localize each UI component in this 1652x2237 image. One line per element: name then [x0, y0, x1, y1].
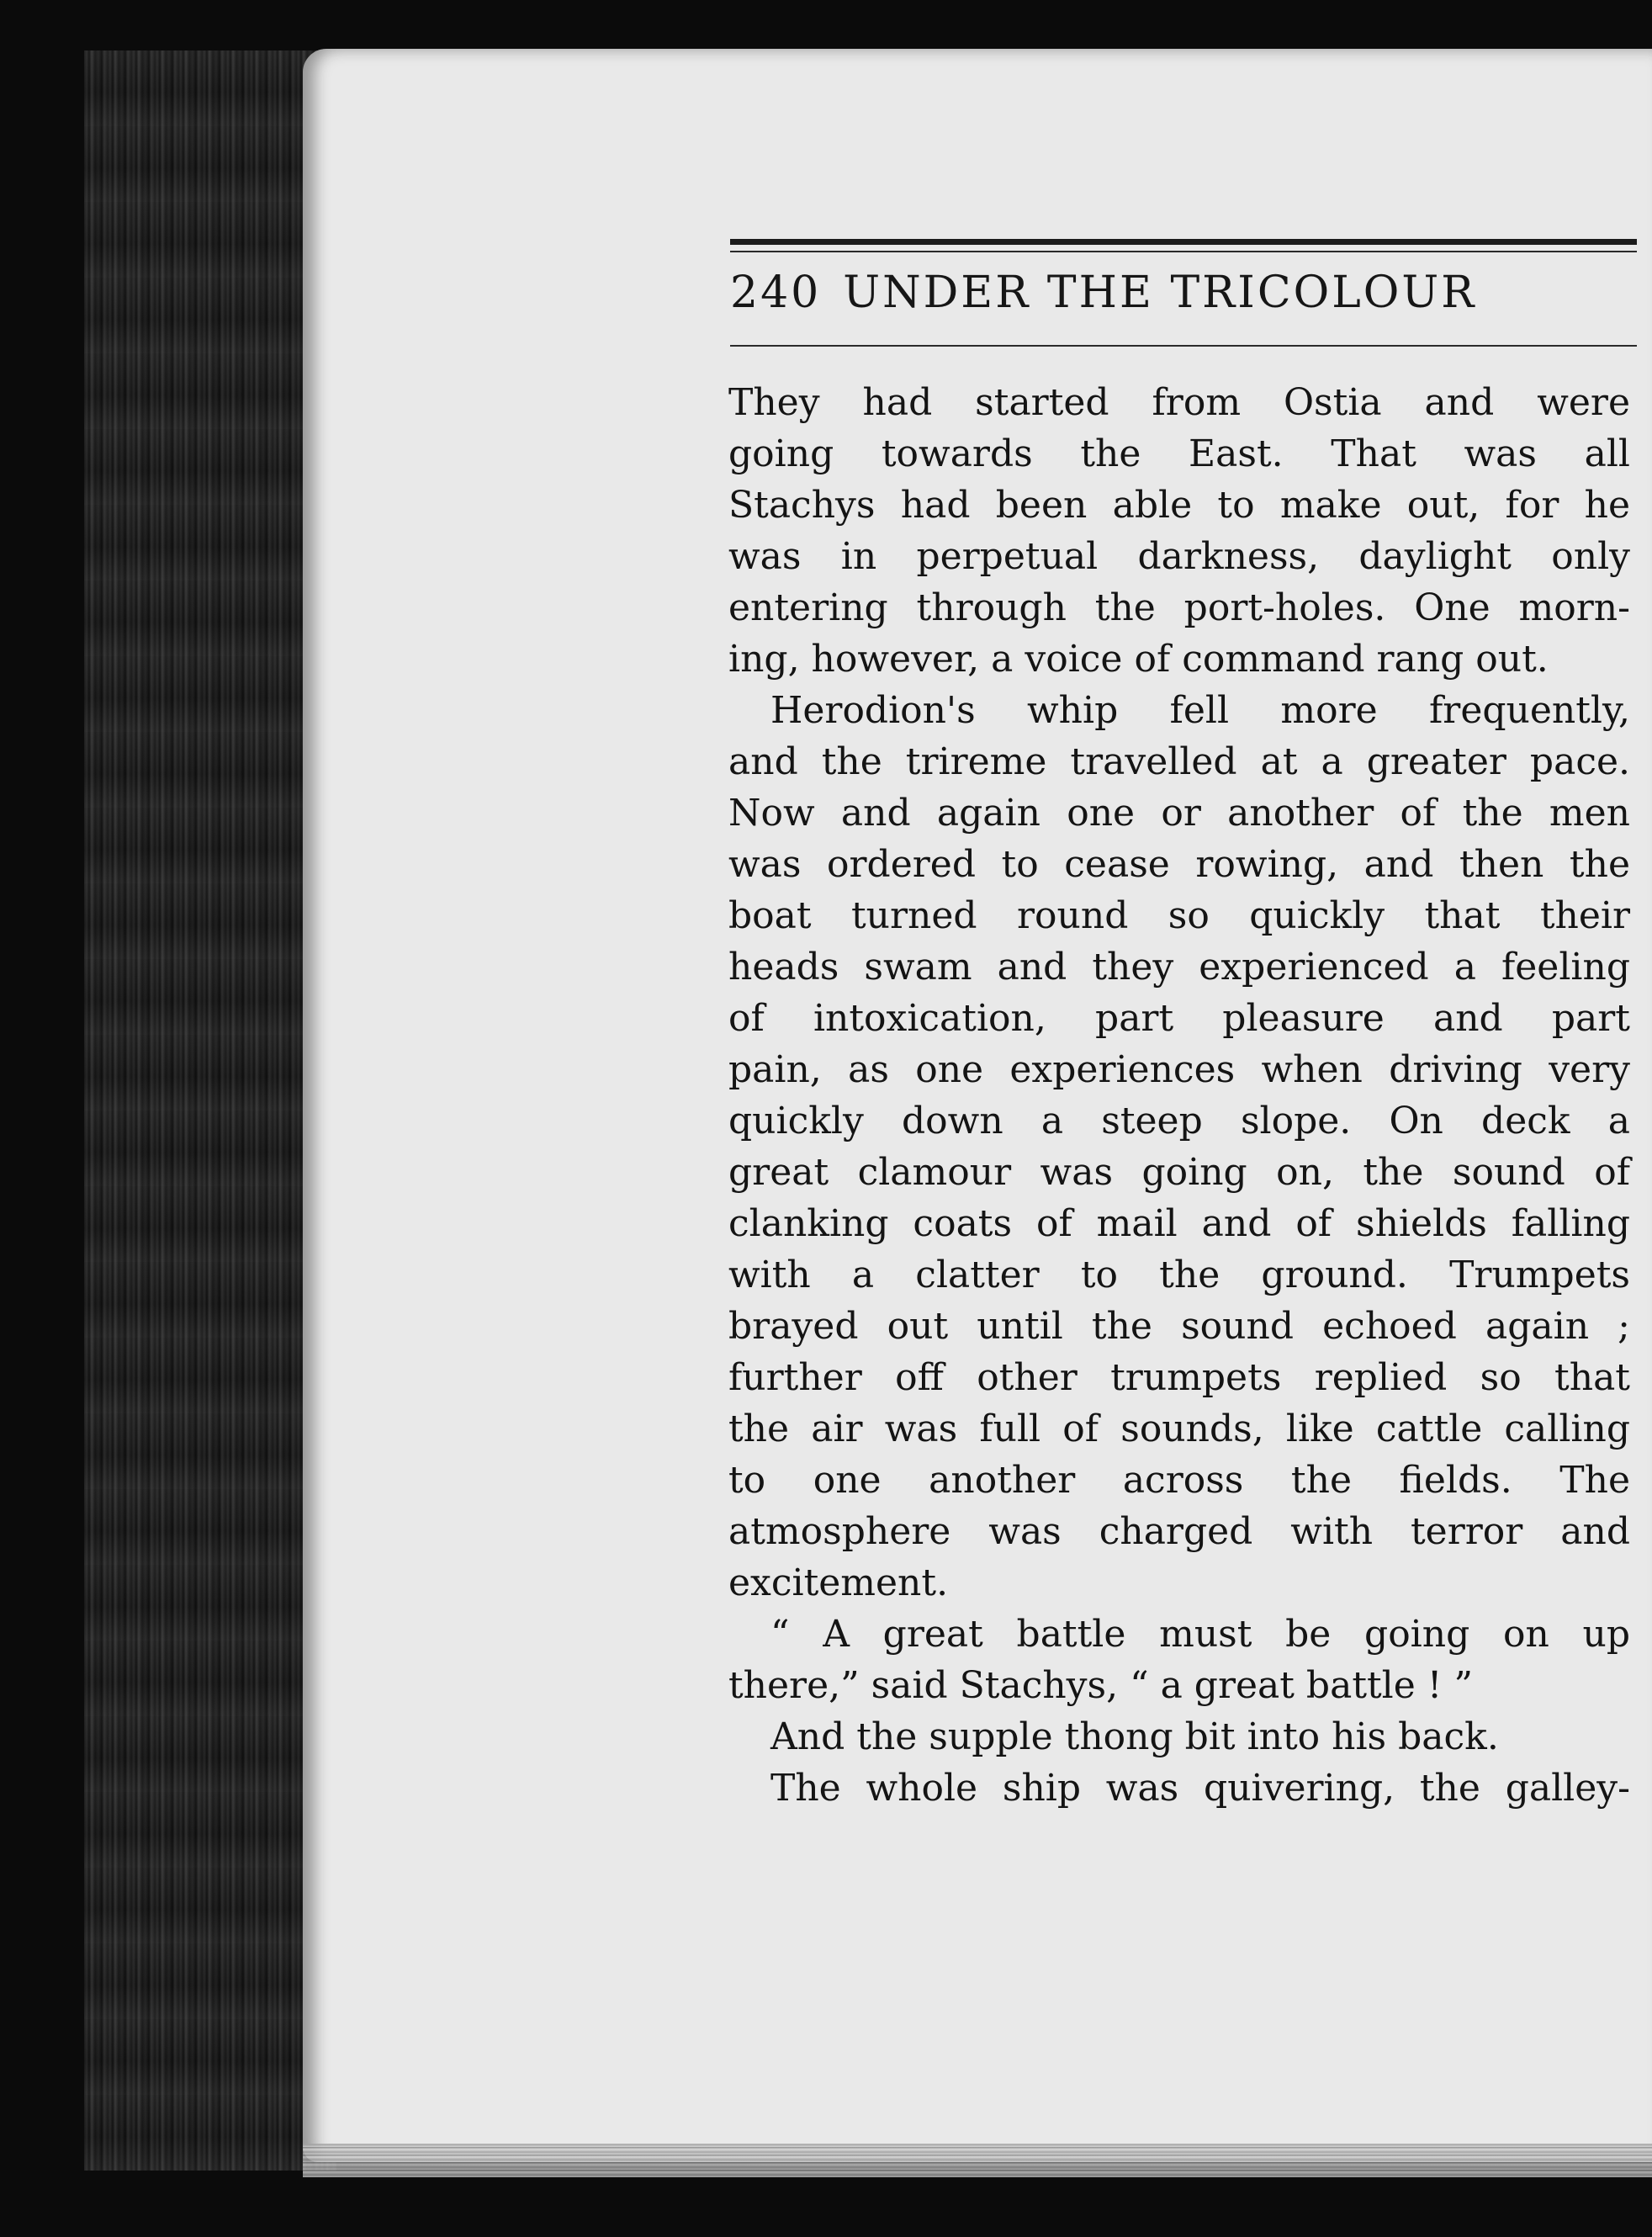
text-line: pain, as one experiences when driving very — [728, 1048, 1630, 1091]
text-line: quickly down a steep slope. On deck a — [728, 1100, 1630, 1142]
text-line: Herodion's whip fell more frequently, — [770, 689, 1630, 732]
header-rule-bottom — [730, 345, 1637, 347]
text-line: further off other trumpets replied so that — [728, 1356, 1630, 1399]
text-line: brayed out until the sound echoed again ; — [728, 1305, 1630, 1348]
text-line: Now and again one or another of the men — [728, 792, 1630, 835]
text-line: The whole ship was quivering, the galley- — [770, 1767, 1630, 1810]
text-line: with a clatter to the ground. Trumpets — [728, 1254, 1630, 1296]
text-line: “ A great battle must be going on up — [770, 1613, 1630, 1656]
text-line: And the supple thong bit into his back. — [770, 1715, 1499, 1758]
text-line: of intoxication, part pleasure and part — [728, 997, 1630, 1040]
text-line: entering through the port-holes. One morn- — [728, 586, 1630, 629]
text-line: going towards the East. That was all — [728, 432, 1630, 475]
text-line: to one another across the fields. The — [728, 1459, 1630, 1502]
text-line: was ordered to cease rowing, and then the — [728, 843, 1630, 886]
page-number: 240 — [730, 268, 822, 318]
running-title: UNDER THE TRICOLOUR — [843, 268, 1477, 318]
text-line: Stachys had been able to make out, for he — [728, 484, 1630, 527]
page-bottom-edges — [303, 2144, 1652, 2177]
text-line: They had started from Ostia and were — [728, 381, 1630, 424]
text-line: heads swam and they experienced a feeling — [728, 946, 1630, 989]
text-line: boat turned round so quickly that their — [728, 894, 1630, 937]
text-line: ing, however, a voice of command rang out. — [728, 638, 1549, 681]
header-rule-thin — [730, 251, 1637, 252]
text-line: atmosphere was charged with terror and — [728, 1510, 1630, 1553]
text-line: great clamour was going on, the sound of — [728, 1151, 1630, 1194]
body-text — [728, 377, 1630, 1814]
text-line: and the trireme travelled at a greater pace. — [728, 740, 1630, 783]
text-line: excitement. — [728, 1561, 949, 1604]
text-line: was in perpetual darkness, daylight only — [728, 535, 1630, 578]
page-edges-stack — [84, 50, 336, 2171]
text-line: there,” said Stachys, “ a great battle ! ” — [728, 1664, 1473, 1707]
text-line: the air was full of sounds, like cattle calling — [728, 1407, 1630, 1450]
header-rule-thick — [730, 239, 1637, 245]
running-head — [730, 268, 1639, 318]
text-line: clanking coats of mail and of shields falling — [728, 1202, 1630, 1245]
